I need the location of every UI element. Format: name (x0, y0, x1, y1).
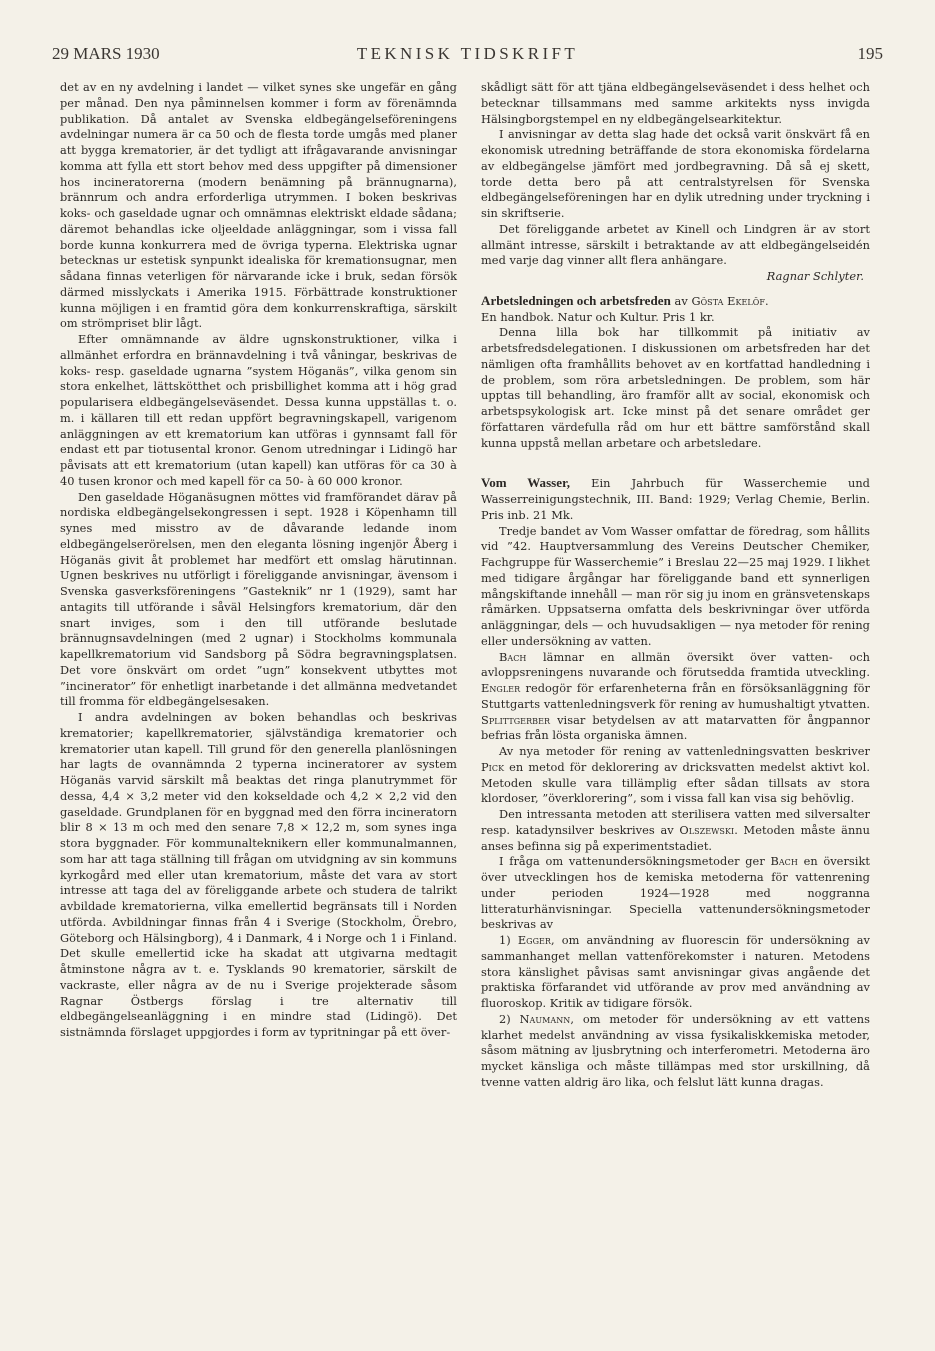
signature-line (481, 269, 870, 285)
list-item: 1) Egger, om användning av fluorescin för undersökning av sammanhanget mellan vattenförekomster i naturen. Metodens stora känslighet påvisas samt anvisningar givas angående det praktiska förfarandet vid utförande av prov med användning av fluoroskop. Kritik av tidigare försök. (481, 933, 871, 1010)
journal-title: TEKNISK TIDSKRIFT (356, 44, 579, 63)
left-column (60, 80, 457, 1041)
paragraph: I andra avdelningen av boken behandlas och beskrivas krematorier; kapellkrematorier, självständiga krematorier och krematorier utan kapell. Till grund för den generella planlösningen har lagts de ovannämnda 2 typerna incineratorer av system Höganäs varvid särskilt må beaktas det ringa planutrymmet för dessa, 4,4 × 3,2 meter vid den kokseldade och 4,2 × 2,2 vid den gaseldade. Grundplanen för en byggnad med den förra incineratorn blir 8 × 13 m och med den senare 7,8 × 12,2 m, som synes inga stora byggnader. För kommunalteknikern eller kommunalmannen, som har att taga ställning till frågan om utvidgning av sin kommuns kyrkogård med eller utan krematorium, måste det vara av stort intresse att taga del av föreliggande arbete och studera de talrikt avbildade krematorierna, vilka emellertid begränsats till i Norden utförda. Avbildningar finnas från 4 i Sverige (Stockholm, Örebro, Göteborg och Hälsingborg), 4 i Danmark, 4 i Norge och 1 i Finland. Det skulle emellertid icke ha skadat att utgivarna medtagit åtminstone några av t. e. Tysklands 90 krematorier, särskilt de vackraste, eller några av de nu i Sverige projekterade såsom Ragnar Östbergs förslag i tre alternativ till eldbegängelseanläggning i en mindre stad (Lidingö). Det sistnämnda förslaget uppgjordes i form av typritningar på ett över- (60, 710, 457, 1039)
list-item: 2) Naumann, om metoder för undersökning av ett vattens klarhet medelst användning av vissa fysikaliskkemiska metoder, såsom mätning av ljusbrytning och interferometri. Metoderna äro mycket känsliga och måste tillämpas med stor urskillning, då tvenne vatten aldrig äro lika, och felslut lätt kunna dragas. (481, 1011, 871, 1089)
review-heading (481, 475, 870, 523)
paragraph: Bach lämnar en allmän översikt över vatten- och avloppsreningens nuvarande och förutsedda framtida utveckling. Engler redogör för erfarenheterna från en försöksanläggning för Stuttgarts vattenledningsverk för rening av humushaltigt ytvatten. Splittgerber visar betydelsen av att matarvatten för ångpannor befrias från lösta organiska ämnen. (481, 649, 871, 743)
review-heading: Arbetsledningen och arbetsfreden av Gösta Ekelöf. (481, 292, 769, 308)
paragraph: Av nya metoder för rening av vattenledningsvatten beskriver Pick en metod för deklorering av dricksvatten medelst aktivt kol. Metoden skulle vara tillämplig efter sådan tillsats av stora klordoser, ”överklorering”, som i vissa fall kan visa sig behövlig. (481, 744, 871, 806)
signature: Ragnar Schlyter. (766, 269, 864, 283)
paragraph: Efter omnämnande av äldre ugnskonstruktioner, vilka i allmänhet erfordra en brännavdelning i två våningar, beskrivas de koks- resp. gaseldade ugnarna ”system Höganäs”, vilka genom sin stora enkelhet, lättskötthet och prisbillighet komma att i hög grad popularisera eldbegängelseväsendet. Dessa kunna uppställas t. o. m. i källaren till ett redan uppfört begravningskapell, varigenom anläggningen av ett krematorium kan utföras i gynnsamt fall för endast ett par tiotusental kronor. Genom utredningar i Lidingö har påvisats att ett krematorium (utan kapell) kan utföras för ca 30 à 40 tusen kronor och med kapell för ca 50- à 60 000 kronor. (60, 332, 457, 488)
paragraph: Det föreliggande arbetet av Kinell och Lindgren är av stort allmänt intresse, särskilt i betraktande av att eldbegängelseidén med varje dag vinner allt flera anhängare. (481, 221, 870, 268)
review-details: En handbok. Natur och Kultur. Pris 1 kr. (481, 309, 715, 324)
paragraph: Den intressanta metoden att sterilisera vatten med silversalter resp. katadynsilver beskrives av Olszewski. Metoden måste ännu anses befinna sig på experimentstadiet. (481, 807, 871, 853)
review-author: Gösta Ekelöf. (691, 293, 769, 308)
review-details: Ein Jahrbuch für Wasserchemie und Wasserreinigungstechnik, III. Band: 1929; Verlag Chemie, Berlin. Pris inb. 21 Mk. (481, 476, 870, 522)
page-header (52, 44, 883, 68)
right-column (481, 80, 870, 1091)
paragraph: Den gaseldade Höganäsugnen möttes vid framförandet därav på nordiska eldbegängelsekongressen i sept. 1928 i Köpenhamn till synes med misstro av de dåvarande ledande inom eldbegängelserörelsen, men den eleganta lösning ingenjör Åberg i Höganäs givit åt problemet har medfört ett omslag härutinnan. Ugnen beskrives nu utförligt i föreliggande anvisningar, ävensom i Svenska gasverksföreningens ”Gasteknik” nr 1 (1929), samt har antagits till utförande i såväl Helsingfors krematorium, där den snart inviges, som i den till utförande beslutade brännugnsavdelningen (med 2 ugnar) i Stockholms kommunala kapellkrematorium vid Sandsborg på Södra begravningsplatsen. Det vore önskvärt om ordet ”ugn” konsekvent utbyttes mot ”incinerator” för enhetligt inarbetande i det allmänna medvetandet till fromma för eldbegängelsesaken. (60, 489, 457, 709)
paragraph: skådligt sätt för att tjäna eldbegängelseväsendet i dess helhet och betecknar tillsammans med samme arkitekts nyss invigda Hälsingborgstempel en ny eldbegängelsearkitektur. (481, 80, 870, 126)
paragraph: det av en ny avdelning i landet — vilket synes ske ungefär en gång per månad. Den nya påminnelsen kommer i form av förenämnda publikation. Då antalet av Svenska eldbegängelseföreningens avdelningar numera är ca 50 och de flesta torde umgås med planer att bygga krematorier, är det tydligt att ifrågavarande anvisningar komma att fylla ett stort behov med dess uppgifter på dimensioner hos incineratorerna (modern benämning på brännugnarna), brännrum och andra erforderliga utrymmen. I boken beskrivas koks- och gaseldade ugnar och omnämnas elektriskt eldade sådana; däremot behandlas icke oljeeldade anläggningar, som i vissa fall borde kunna konkurrera med de övriga typerna. Elektriska ugnar betecknas ur estetisk synpunkt idealiska för kremationsugnar, men sådana finnas veterligen för närvarande icke i bruk, sedan försök därmed misslyckats i Amerika 1915. Förbättrade konstruktioner kunna möjligen i en framtid göra dem konkurrenskraftiga, särskilt om strömpriset blir lågt. (60, 80, 457, 331)
page-number: 195 (857, 44, 883, 63)
paragraph: I anvisningar av detta slag hade det också varit önskvärt få en ekonomisk utredning beträffande de stora ekonomiska fördelarna av eldbegängelse jämfört med jordbegravning. Då så ej skett, torde detta bero på att centralstyrelsen för Svenska eldbegängelseföreningen har en dylik utredning under tryckning i sin skriftserie. (481, 127, 870, 220)
issue-date: 29 MARS 1930 (52, 44, 160, 63)
paragraph: Denna lilla bok har tillkommit på initiativ av arbetsfredsdelegationen. I diskussionen om arbetsfreden har det nämligen ofta framhållits behovet av en kortfattad handledning i de problem, som röra arbetsledningen. De problem, som här upptas till behandling, äro framför allt av social, ekonomisk och arbetspsykologisk art. Icke minst på det senare området ger författaren värdefulla råd om hur ett bättre samförstånd skall kunna uppstå mellan arbetare och arbetsledare. (481, 325, 870, 450)
review-title: Arbetsledningen och arbetsfreden (481, 292, 671, 308)
paragraph: Tredje bandet av Vom Wasser omfattar de föredrag, som hållits vid ”42. Hauptversammlung des Vereins Deutscher Chemiker, Fachgruppe für Wasserchemie” i Breslau 22—25 maj 1929. I likhet med tidigare årgångar har föreliggande band ett synnerligen mångskiftande innehåll — man rör sig ju inom en gränsvetenskaps råmärken. Uppsatserna omfatta dels beskrivningar över utförda anläggningar, dels — och huvudsakligen — nya metoder för rening eller undersökning av vatten. (481, 523, 870, 648)
review-title: Vom Wasser, (481, 475, 571, 491)
paragraph: I fråga om vattenundersökningsmetoder ger Bach en översikt över utvecklingen hos de kemiska metoderna för vattenrening under perioden 1924—1928 med noggranna litteraturhänvisningar. Speciella vattenundersökningsmetoder beskrivas av (481, 854, 870, 932)
